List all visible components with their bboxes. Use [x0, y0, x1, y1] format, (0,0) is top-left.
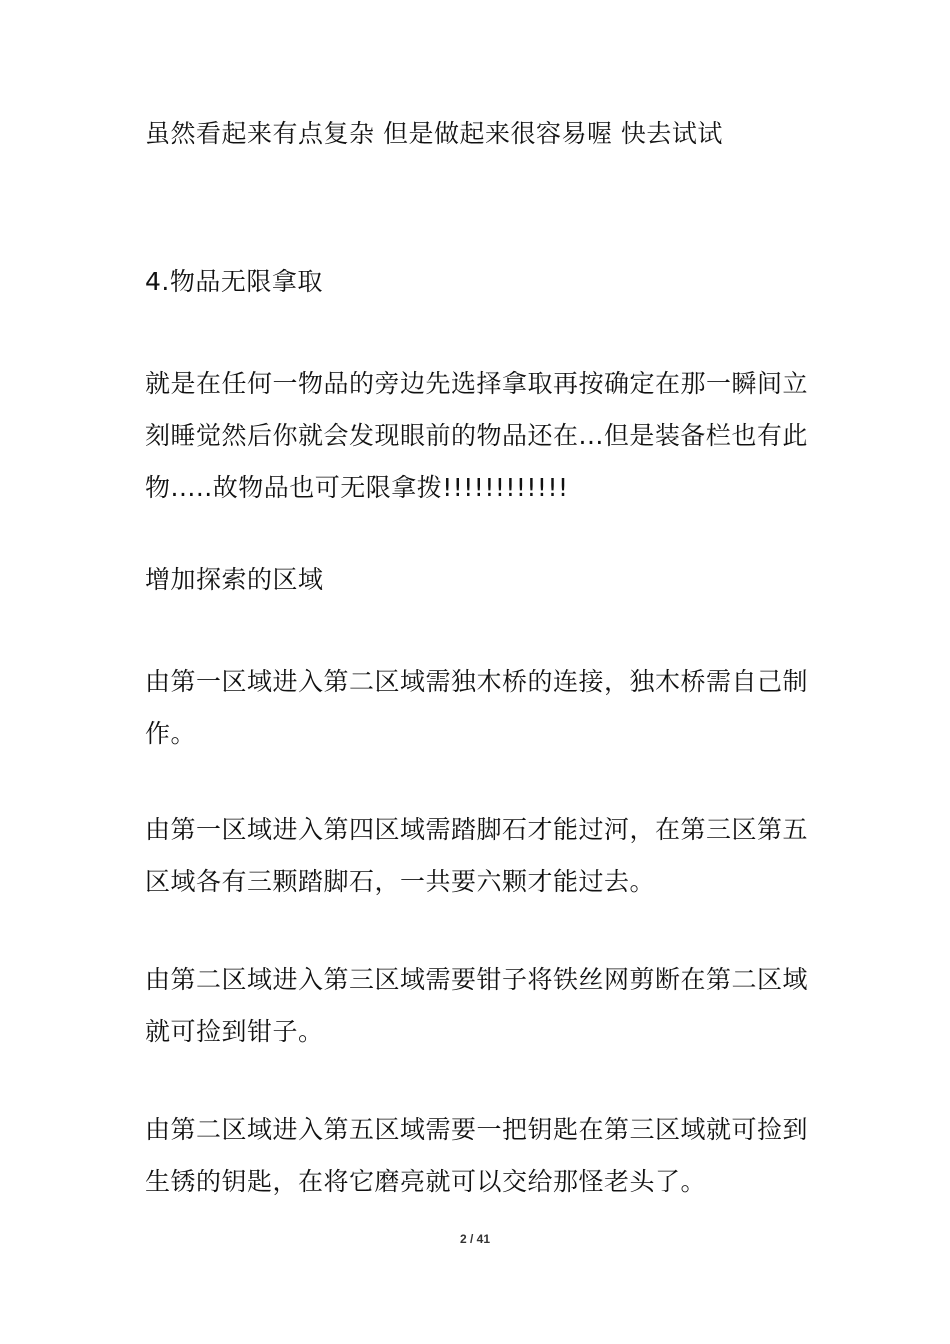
- section-heading-explore-areas: 增加探索的区域: [145, 565, 324, 594]
- paragraph-area-1-to-4: 由第一区域进入第四区域需踏脚石才能过河，在第三区第五区域各有三颗踏脚石，一共要六颗才能过去。: [145, 815, 809, 896]
- paragraph-tip: 虽然看起来有点复杂 但是做起来很容易喔 快去试试: [145, 119, 723, 148]
- paragraph-area-1-to-2: 由第一区域进入第二区域需独木桥的连接，独木桥需自己制作。: [145, 667, 809, 748]
- paragraph-item-trick: 就是在任何一物品的旁边先选择拿取再按确定在那一瞬间立刻睡觉然后你就会发现眼前的物品还在...但是装备栏也有此物.....故物品也可无限拿拨!!!!!!!!!!!!: [145, 369, 809, 502]
- page-number: 2 / 41: [459, 1232, 491, 1246]
- paragraph-area-2-to-5: 由第二区域进入第五区域需要一把钥匙在第三区域就可捡到生锈的钥匙，在将它磨亮就可以交给那怪老头了。: [145, 1115, 809, 1196]
- section-heading-item-infinite: 4.物品无限拿取: [145, 267, 323, 296]
- paragraph-area-2-to-3: 由第二区域进入第三区域需要钳子将铁丝网剪断在第二区域就可捡到钳子。: [145, 965, 809, 1046]
